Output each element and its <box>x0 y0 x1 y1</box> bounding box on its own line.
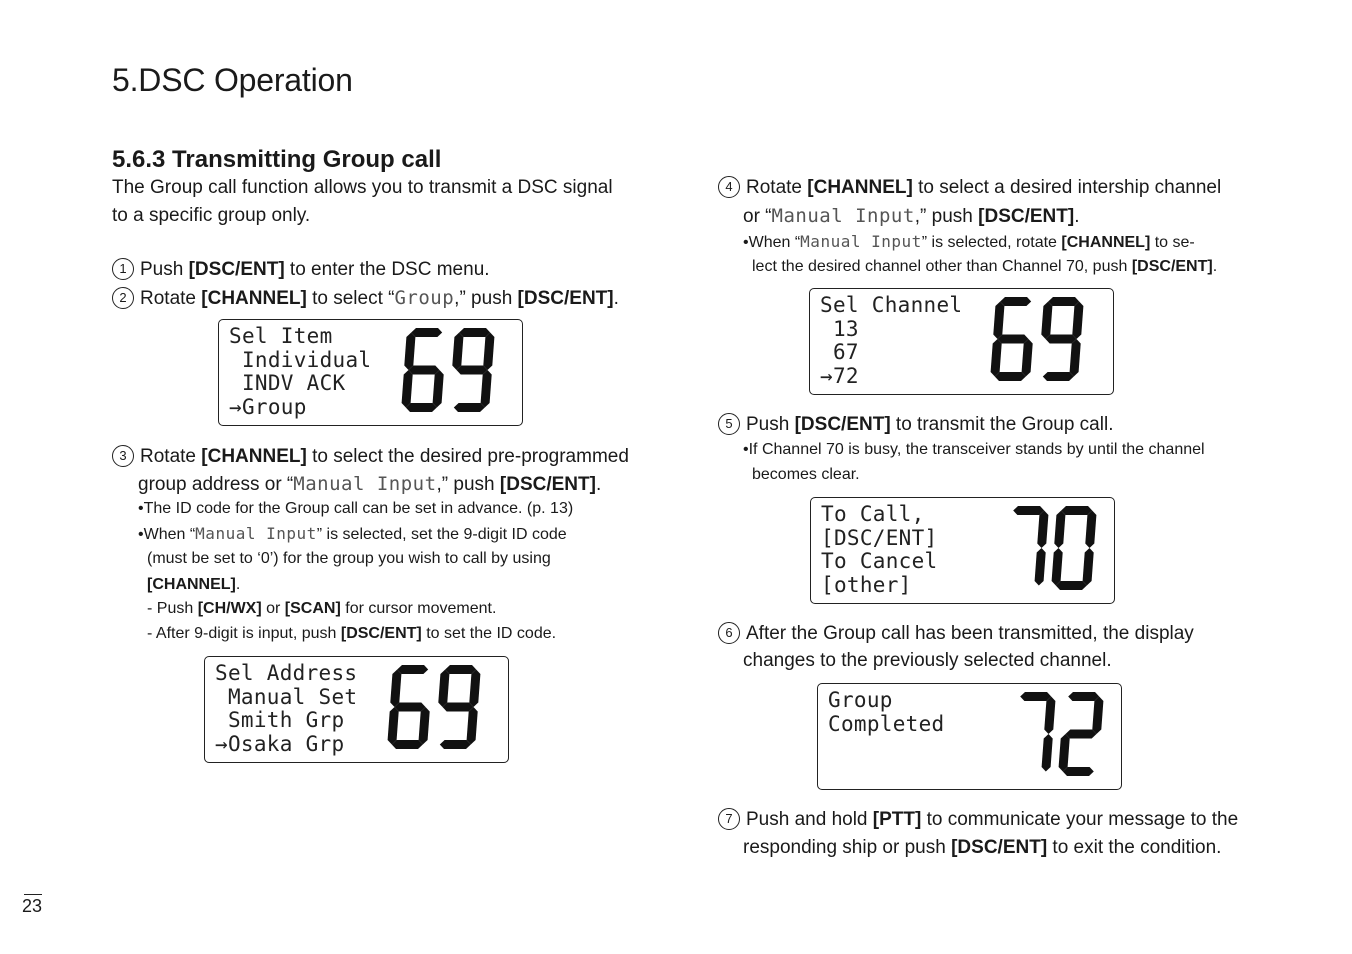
text: . <box>595 474 602 495</box>
lcd-line: →72 <box>820 363 859 388</box>
digit-segment <box>419 707 430 745</box>
step-4-line-2 <box>743 202 1080 231</box>
digit-segment <box>467 707 478 745</box>
digit-segment <box>1052 548 1063 586</box>
digit-segment <box>1043 372 1074 381</box>
key-ptt: [PTT] <box>872 809 922 830</box>
lcd-line: →Group <box>229 394 307 419</box>
text: •When “ <box>138 526 196 543</box>
key-dsc-ent: [DSC/ENT] <box>188 259 285 280</box>
lcd-word-manual-input: Manual Input <box>771 205 915 227</box>
digit-segment <box>1020 692 1051 701</box>
digit-segment <box>409 366 440 375</box>
digit-segment <box>1085 511 1096 549</box>
digit-segment <box>1092 697 1103 735</box>
bullet-continuation <box>752 254 1217 279</box>
lcd-display-sel-channel <box>809 288 1114 395</box>
lcd-line: Sel Channel <box>820 293 963 317</box>
step-3-line-2 <box>138 470 601 499</box>
channel-number-display <box>988 297 1088 389</box>
step-number: 3 <box>112 445 134 467</box>
key-channel: [CHANNEL] <box>807 177 913 198</box>
digit-segment <box>454 403 485 412</box>
text: . <box>1074 206 1080 227</box>
digit-segment <box>995 372 1026 381</box>
step-4 <box>718 174 1221 202</box>
lcd-line: 13 <box>820 316 859 341</box>
digit-segment <box>1059 734 1070 772</box>
lcd-line: Smith Grp <box>215 708 345 732</box>
digit-segment <box>1041 302 1052 340</box>
bullet <box>138 521 567 547</box>
sub-bullet <box>147 621 556 646</box>
bullet-continuation <box>147 572 240 597</box>
digit-segment <box>404 333 415 371</box>
intro-line: The Group call function allows you to transmit a DSC signal <box>112 177 613 198</box>
channel-number-display <box>1008 692 1108 784</box>
digit-segment <box>991 339 1002 377</box>
digit-segment <box>1072 302 1083 340</box>
key-channel: [CHANNEL] <box>201 446 307 467</box>
digit-segment <box>402 370 413 408</box>
lcd-display-sel-item <box>218 319 523 426</box>
lcd-display-group-completed <box>817 683 1122 790</box>
digit-segment <box>438 670 449 708</box>
digit-segment <box>411 328 442 337</box>
text: ,” push <box>436 474 500 495</box>
text: Rotate <box>746 177 808 198</box>
intro-paragraph <box>112 174 613 230</box>
lcd-line: [DSC/ENT] <box>821 525 938 550</box>
digit-segment <box>406 403 437 412</box>
page-number-rule <box>24 894 42 895</box>
step-number: 2 <box>112 287 134 309</box>
lcd-line: Manual Set <box>215 684 358 709</box>
text: ,” push <box>914 206 979 227</box>
key-ch-wx: [CH/WX] <box>197 600 262 617</box>
digit-segment <box>1000 297 1031 306</box>
step-7-line-2 <box>743 834 1221 862</box>
lcd-text <box>820 294 962 388</box>
digit-segment <box>1061 506 1092 515</box>
step-number: 5 <box>718 413 740 435</box>
lcd-text <box>821 503 938 597</box>
text: to transmit the Group call. <box>890 414 1114 435</box>
digit-segment <box>392 740 423 749</box>
text: - After 9-digit is input, push <box>147 625 341 642</box>
key-channel: [CHANNEL] <box>201 288 307 309</box>
key-dsc-ent: [DSC/ENT] <box>951 837 1048 858</box>
text: group address or “ <box>138 474 294 495</box>
text: to exit the condition. <box>1047 837 1222 858</box>
sub-bullet <box>147 596 496 621</box>
lcd-line: [other] <box>821 572 912 597</box>
digit-segment <box>1013 506 1044 515</box>
lcd-word-manual-input: Manual Input <box>195 524 317 543</box>
bullet: •The ID code for the Group call can be set in advance. (p. 13) <box>138 500 574 517</box>
digit-segment <box>1042 734 1053 772</box>
text: - Push <box>147 600 198 617</box>
step-number: 7 <box>718 808 740 830</box>
text: to set the ID code. <box>421 625 557 642</box>
digit-segment <box>440 740 471 749</box>
text: responding ship or push <box>743 837 952 858</box>
key-dsc-ent: [DSC/ENT] <box>1131 258 1213 275</box>
key-dsc-ent: [DSC/ENT] <box>978 206 1075 227</box>
lcd-line: Sel Address <box>215 661 358 685</box>
lcd-text <box>828 689 945 736</box>
step-6-line-2: changes to the previously selected channel. <box>743 650 1112 671</box>
step-6 <box>718 620 1194 648</box>
text: Rotate <box>140 288 202 309</box>
text: to se- <box>1150 234 1195 251</box>
step-2 <box>112 284 619 313</box>
text: ,” push <box>454 288 518 309</box>
key-dsc-ent: [DSC/ENT] <box>794 414 891 435</box>
chapter-title: 5.DSC Operation <box>112 62 353 98</box>
text: to select the desired pre-programmed <box>306 446 629 467</box>
text: or “ <box>743 206 772 227</box>
lcd-line: Sel Item <box>229 324 333 348</box>
lcd-text <box>229 325 371 419</box>
text: to select “ <box>306 288 395 309</box>
digit-segment <box>1066 730 1097 739</box>
digit-segment <box>998 335 1029 344</box>
lcd-display-to-call <box>810 497 1115 604</box>
text: to communicate your message to the <box>921 809 1239 830</box>
text: ” is selected, set the 9-digit ID code <box>316 526 567 543</box>
digit-segment <box>1037 511 1048 549</box>
text: Push <box>140 259 189 280</box>
digit-segment <box>388 707 399 745</box>
lcd-text <box>215 662 357 756</box>
text: . <box>235 576 241 593</box>
key-dsc-ent: [DSC/ENT] <box>517 288 614 309</box>
text: . <box>613 288 619 309</box>
digit-segment <box>993 302 1004 340</box>
digit-segment <box>1083 548 1094 586</box>
text: to enter the DSC menu. <box>284 259 490 280</box>
lcd-word-group: Group <box>394 287 455 309</box>
digit-segment <box>457 366 488 375</box>
digit-segment <box>1070 339 1081 377</box>
digit-segment <box>1044 697 1055 735</box>
step-7 <box>718 806 1238 834</box>
digit-segment <box>445 665 476 674</box>
lcd-line: INDV ACK <box>229 371 346 395</box>
digit-segment <box>1056 581 1087 590</box>
digit-segment <box>443 703 474 712</box>
lcd-word-manual-input: Manual Input <box>800 232 922 251</box>
intro-line: to a specific group only. <box>112 205 311 226</box>
text: Rotate <box>140 446 202 467</box>
digit-segment <box>397 665 428 674</box>
step-number: 6 <box>718 622 740 644</box>
text: to select a desired intership channel <box>912 177 1222 198</box>
digit-segment <box>481 370 492 408</box>
digit-segment <box>1046 335 1077 344</box>
lcd-line: Group <box>828 688 893 712</box>
text: ” is selected, rotate <box>921 234 1062 251</box>
channel-number-display <box>399 328 499 420</box>
step-1 <box>112 256 490 284</box>
text: . <box>1212 258 1218 275</box>
digit-segment <box>1035 548 1046 586</box>
digit-segment <box>395 703 426 712</box>
digit-segment <box>1048 297 1079 306</box>
text: After the Group call has been transmitted, the display <box>746 623 1194 644</box>
digit-segment <box>483 333 494 371</box>
step-number: 1 <box>112 258 134 280</box>
digit-segment <box>459 328 490 337</box>
lcd-line: Individual <box>229 347 372 372</box>
digit-segment <box>1054 511 1065 549</box>
step-3 <box>112 443 629 471</box>
lcd-line: To Call, <box>821 502 925 526</box>
lcd-line: To Cancel <box>821 549 938 573</box>
key-channel: [CHANNEL] <box>1061 234 1151 251</box>
step-number: 4 <box>718 176 740 198</box>
digit-segment <box>1068 692 1099 701</box>
lcd-line: →Osaka Grp <box>215 731 345 756</box>
key-scan: [SCAN] <box>284 600 341 617</box>
lcd-line: Completed <box>828 711 945 736</box>
channel-number-display <box>385 665 485 757</box>
bullet: •If Channel 70 is busy, the transceiver stands by until the channel <box>743 441 1205 458</box>
digit-segment <box>433 370 444 408</box>
key-dsc-ent: [DSC/ENT] <box>499 474 596 495</box>
digit-segment <box>1022 339 1033 377</box>
key-channel: [CHANNEL] <box>147 576 236 593</box>
page-number: 23 <box>22 896 43 916</box>
bullet-continuation: becomes clear. <box>752 466 860 483</box>
text: Push and hold <box>746 809 873 830</box>
bullet-continuation: (must be set to ‘0’) for the group you wish to call by using <box>147 550 551 567</box>
lcd-display-sel-address <box>204 656 509 763</box>
digit-segment <box>452 333 463 371</box>
channel-number-display <box>1001 506 1101 598</box>
text: Push <box>746 414 795 435</box>
digit-segment <box>469 670 480 708</box>
digit-segment <box>1063 767 1094 776</box>
lcd-word-manual-input: Manual Input <box>293 473 437 495</box>
text: or <box>261 600 285 617</box>
bullet <box>743 229 1195 255</box>
digit-segment <box>390 670 401 708</box>
step-5 <box>718 411 1113 439</box>
section-title: 5.6.3 Transmitting Group call <box>112 146 442 173</box>
text: •When “ <box>743 234 801 251</box>
key-dsc-ent: [DSC/ENT] <box>340 625 422 642</box>
text: for cursor movement. <box>340 600 497 617</box>
text: lect the desired channel other than Channel 70, push <box>752 258 1132 275</box>
lcd-line: 67 <box>820 340 859 364</box>
